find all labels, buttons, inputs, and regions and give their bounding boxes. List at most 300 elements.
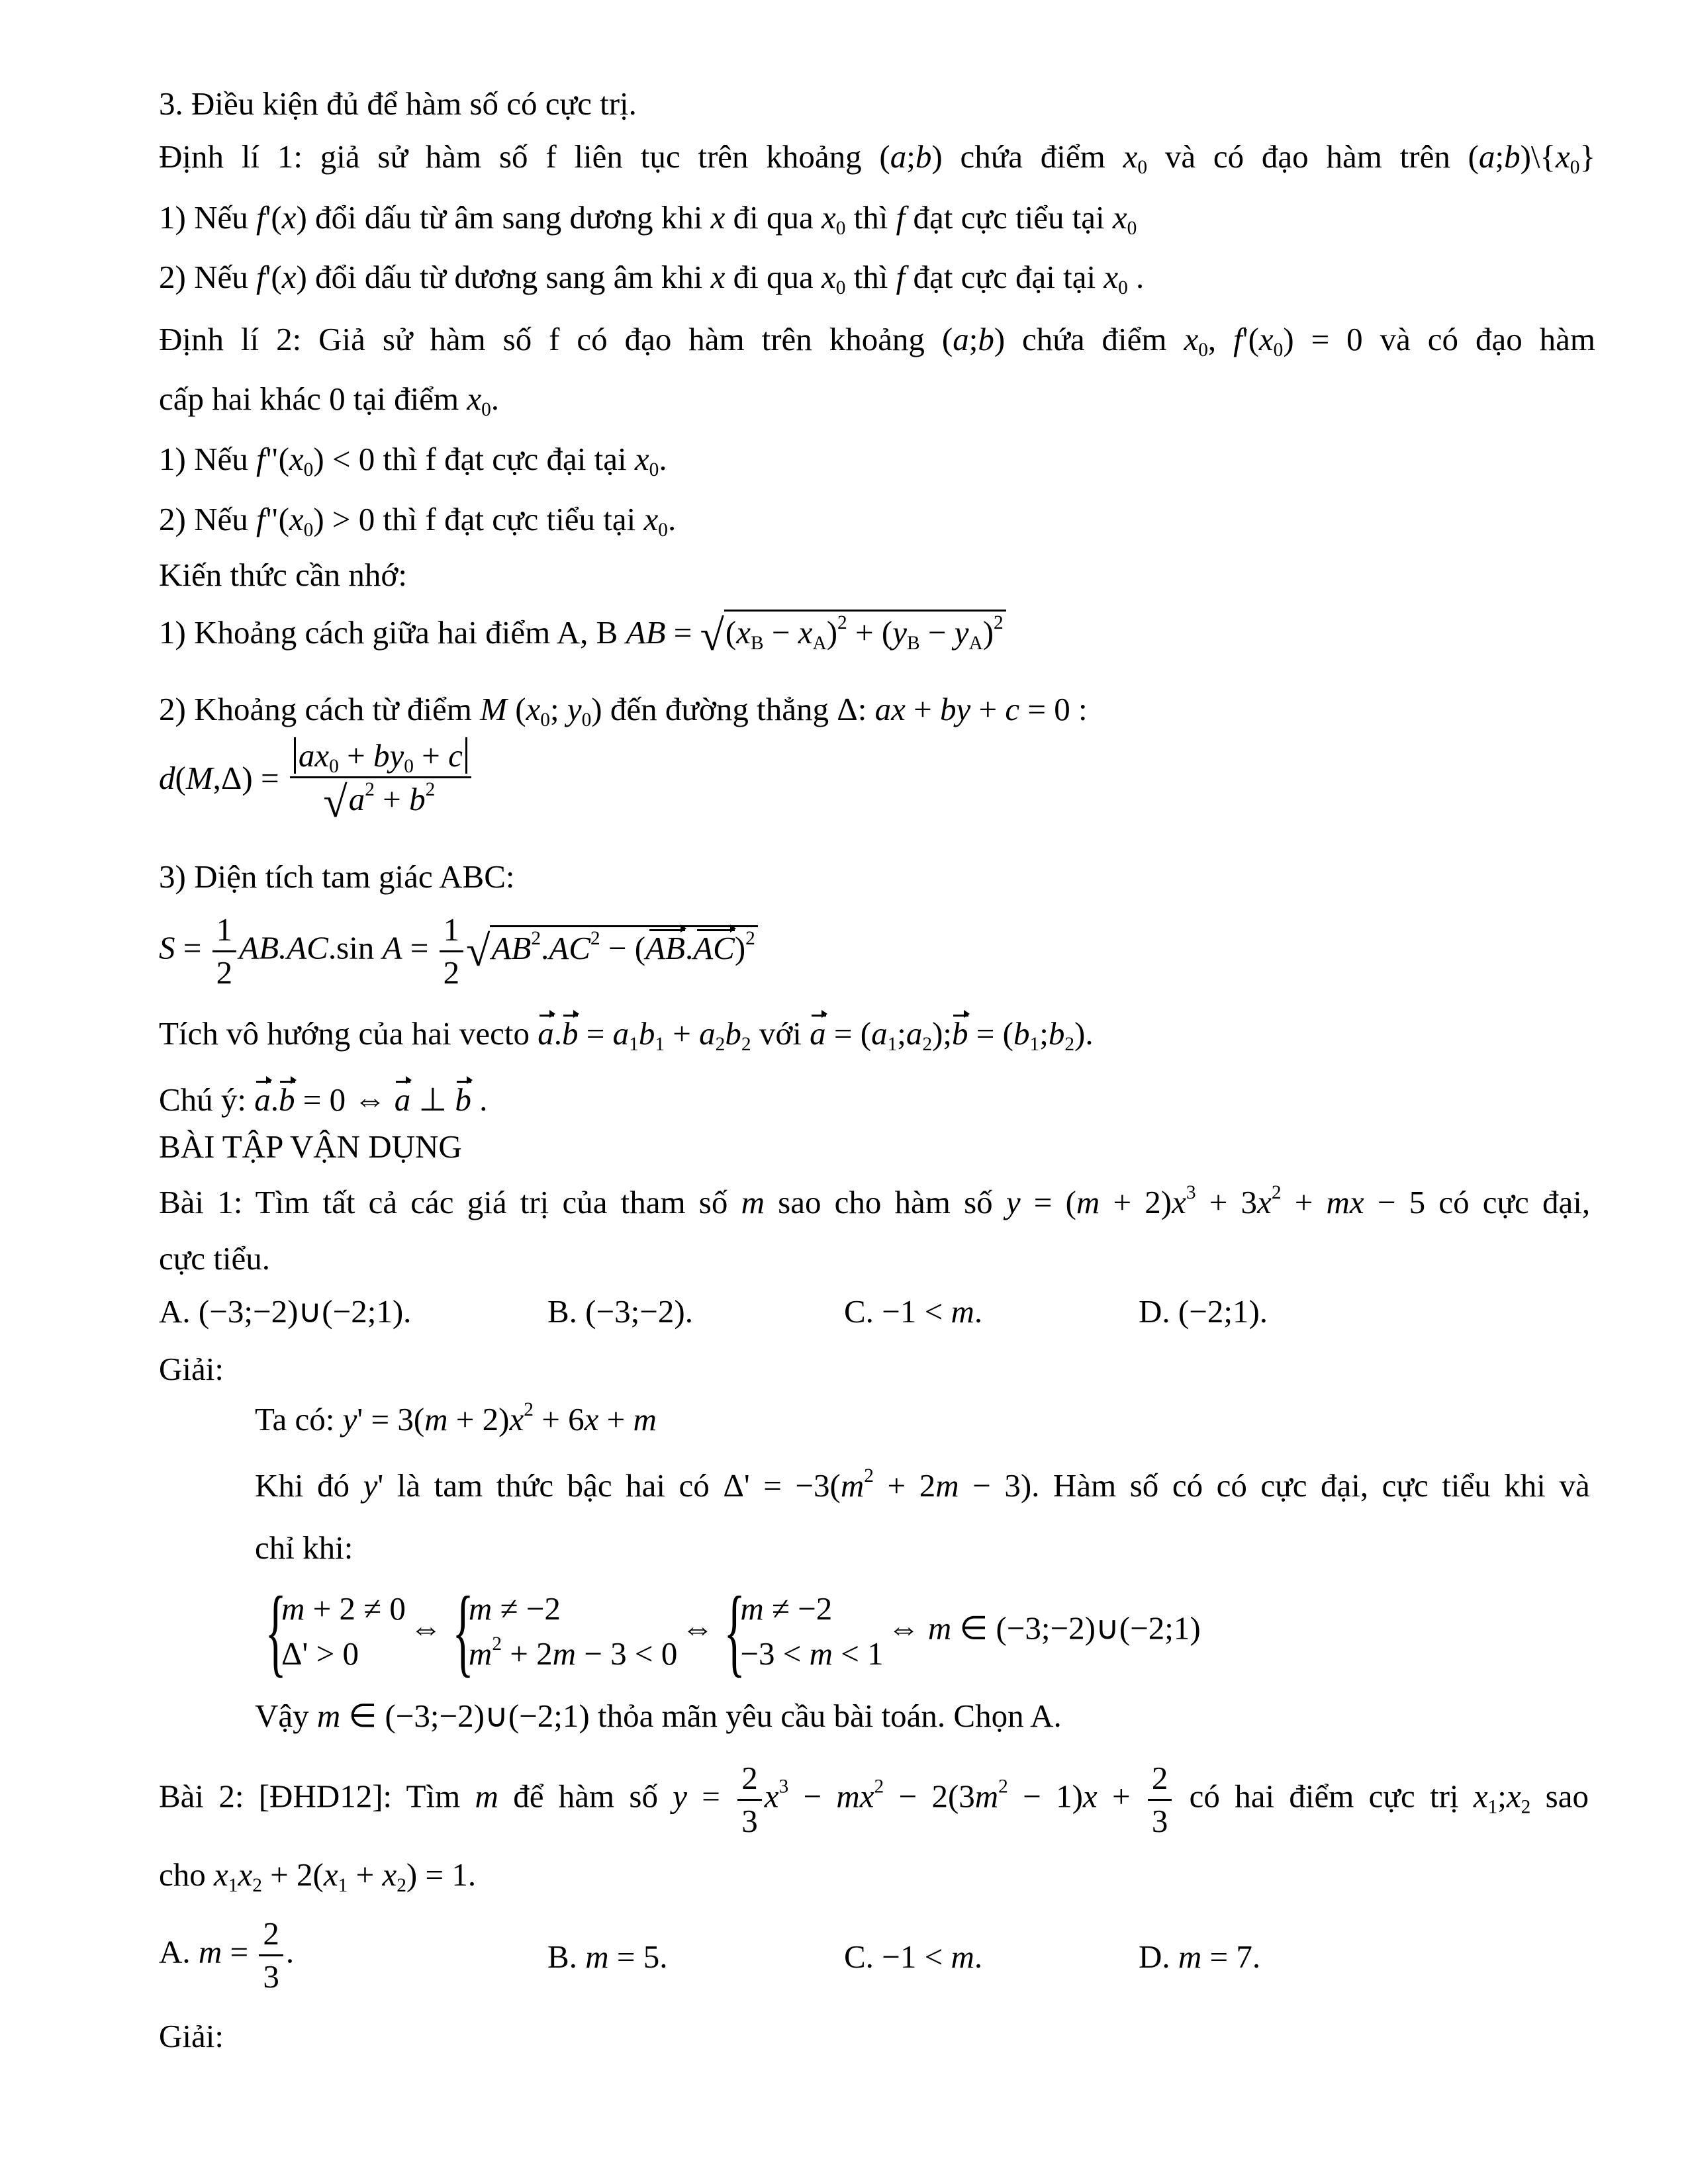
- text-run: 2: [741, 1760, 758, 1796]
- text-run: ) < 0 thì f đạt cực đại tại: [313, 441, 635, 477]
- subscript: 0: [303, 459, 314, 480]
- math-variable: x: [798, 614, 813, 651]
- text-run: ): [826, 614, 838, 651]
- math-variable: x: [710, 199, 726, 236]
- text-run: .sin: [328, 929, 383, 966]
- fraction: [259, 1916, 283, 1995]
- bai-1-solution-label: [159, 1351, 224, 1387]
- text-run: }: [1579, 138, 1595, 175]
- subscript: 1: [338, 1874, 348, 1896]
- math-variable: f: [896, 199, 906, 236]
- math-variable: f: [256, 501, 265, 537]
- text-run: "(: [265, 441, 289, 477]
- text-run: − 5 có cực đại,: [1364, 1184, 1591, 1220]
- text-run: ∈ (−3;−2)∪(−2;1) thỏa mãn yêu cầu bài toán. Chọn A.: [340, 1698, 1062, 1734]
- text-run: .: [491, 381, 500, 417]
- text-run: (: [175, 759, 186, 796]
- math-variable: m: [475, 1778, 498, 1815]
- text-run: Δ' > 0: [281, 1635, 359, 1672]
- text-run: ,Δ) =: [212, 759, 287, 796]
- math-variable: x: [1258, 321, 1274, 357]
- math-variable: m: [552, 1635, 577, 1672]
- subscript: 0: [1118, 277, 1128, 298]
- text-run: .: [684, 929, 694, 966]
- theorem-1-case-2: [159, 259, 1145, 298]
- math-variable: x: [1556, 138, 1570, 175]
- math-variable: a: [612, 1015, 630, 1052]
- math-variable: ax: [298, 737, 330, 774]
- math-variable: x: [382, 1856, 397, 1893]
- math-variable: m: [633, 1401, 657, 1437]
- text-run: ⇔: [681, 1610, 714, 1647]
- text-run: +: [374, 780, 410, 817]
- radical-sign: √: [700, 612, 724, 660]
- denominator: [290, 778, 471, 825]
- math-variable: c: [1005, 691, 1020, 727]
- subscript: 2: [1521, 1796, 1531, 1818]
- superscript: 2: [524, 1398, 534, 1420]
- text-run: để hàm số: [498, 1778, 673, 1815]
- text-run: 3) Diện tích tam giác ABC:: [159, 858, 515, 895]
- radical-sign: √: [323, 778, 348, 827]
- math-variable: mx: [1326, 1184, 1364, 1220]
- subscript: 2: [741, 1033, 751, 1055]
- text-run: D. (−2;1).: [1139, 1293, 1268, 1330]
- math-variable: y: [342, 1401, 357, 1437]
- text-run: .: [974, 1938, 983, 1975]
- text-run: sao: [1530, 1778, 1589, 1815]
- system-row: [281, 1636, 406, 1672]
- superscript: 2: [874, 1776, 884, 1797]
- text-run: cho: [159, 1856, 214, 1893]
- subscript: 2: [715, 1033, 726, 1055]
- subscript: 0: [540, 709, 550, 731]
- text-run: cực tiểu.: [159, 1240, 271, 1277]
- text-run: và có đạo hàm trên (: [1147, 138, 1479, 175]
- theorem-2-case-2: [159, 501, 677, 541]
- section-heading: [159, 86, 637, 122]
- text-run: '(: [1242, 321, 1259, 357]
- subscript: 1: [228, 1874, 238, 1896]
- text-run: −: [763, 614, 798, 651]
- text-run: .: [270, 1081, 279, 1118]
- theorem-2: [159, 321, 1595, 361]
- math-variable: x: [1506, 1778, 1521, 1815]
- numerator: [1148, 1760, 1172, 1801]
- text-run: B. (−3;−2).: [547, 1293, 693, 1330]
- bai-2-option-d: [1139, 1939, 1260, 1975]
- math-variable: A: [382, 929, 402, 966]
- bai-2-question-cont: [159, 1856, 477, 1896]
- fraction: [737, 1760, 762, 1839]
- math-variable: x: [736, 614, 751, 651]
- subscript: 0: [581, 709, 592, 731]
- text-run: = 0 :: [1019, 691, 1088, 727]
- text-run: Kiến thức cần nhớ:: [159, 557, 407, 593]
- bai-1-derivative: [255, 1398, 657, 1437]
- math-variable: f: [256, 199, 265, 236]
- bai-2-question: [159, 1760, 1589, 1839]
- text-run: 2: [1151, 1760, 1168, 1796]
- text-run: = (: [825, 1015, 872, 1052]
- text-run: ;: [968, 321, 978, 357]
- math-variable: x: [509, 1401, 524, 1437]
- text-run: +: [1281, 1184, 1327, 1220]
- fraction: [1148, 1760, 1172, 1839]
- equation-system: [446, 1582, 677, 1681]
- math-variable: x: [710, 259, 726, 295]
- text-run: +: [1097, 1778, 1145, 1815]
- subscript: 0: [658, 519, 668, 541]
- math-variable: b: [638, 1015, 655, 1052]
- text-run: ;: [1497, 1778, 1507, 1815]
- subscript: B: [906, 632, 920, 654]
- subscript: 1: [655, 1033, 665, 1055]
- math-variable: y: [567, 691, 582, 727]
- absolute-value: [294, 737, 467, 777]
- math-variable: x: [467, 381, 482, 417]
- theorem-1: [159, 138, 1595, 178]
- superscript: 3: [778, 1776, 789, 1797]
- subscript: 0: [303, 519, 314, 541]
- denominator: [737, 1801, 762, 1839]
- text-run: + 2: [502, 1635, 553, 1672]
- text-run: ) = 1.: [406, 1856, 477, 1893]
- text-run: chỉ khi:: [255, 1529, 353, 1566]
- text-run: 1) Khoảng cách giữa hai điểm A, B: [159, 614, 626, 651]
- text-run: = (: [1020, 1184, 1076, 1220]
- fraction: [440, 912, 464, 991]
- math-variable: M: [185, 759, 213, 796]
- text-run: =: [402, 929, 437, 966]
- text-run: − 1): [1008, 1778, 1083, 1815]
- math-variable: x: [526, 691, 541, 727]
- subscript: 0: [835, 217, 846, 239]
- math-variable: x: [821, 259, 836, 295]
- math-variable: y: [673, 1778, 687, 1815]
- subscript: 1: [1487, 1796, 1498, 1818]
- text-run: "(: [265, 501, 289, 537]
- math-variable: x: [1082, 1778, 1098, 1815]
- radicand: [724, 610, 1006, 654]
- math-variable: m: [741, 1184, 765, 1220]
- bai-2-option-c: [844, 1939, 982, 1975]
- subscript: 0: [649, 459, 659, 480]
- math-variable: x: [643, 501, 659, 537]
- math-variable: d: [159, 759, 175, 796]
- text-run: = 0 ⇔: [295, 1081, 395, 1118]
- math-variable: x: [1257, 1184, 1272, 1220]
- math-variable: AB.AC: [239, 929, 328, 966]
- text-run: ).: [1074, 1015, 1094, 1052]
- text-run: ) > 0 thì f đạt cực tiểu tại: [313, 501, 644, 537]
- text-run: sao cho hàm số: [764, 1184, 1006, 1220]
- text-run: + 2: [873, 1467, 936, 1504]
- math-variable: m: [468, 1590, 492, 1627]
- math-variable: m: [809, 1635, 833, 1672]
- text-run: +: [338, 737, 373, 774]
- subscript: 0: [1570, 156, 1580, 178]
- subscript: 0: [481, 398, 491, 420]
- text-run: +: [598, 1401, 633, 1437]
- bai-1-system: [255, 1582, 1201, 1681]
- subscript: B: [750, 632, 764, 654]
- text-run: .: [285, 1933, 295, 1970]
- bai-1-conclusion: [255, 1698, 1062, 1734]
- text-run: + 2 ≠ 0: [305, 1590, 406, 1627]
- text-run: đi qua: [725, 199, 821, 236]
- text-run: + 2(: [261, 1856, 324, 1893]
- math-variable: b: [978, 321, 994, 357]
- math-variable: f: [896, 259, 906, 295]
- text-run: =: [687, 1778, 735, 1815]
- subscript: 0: [1137, 156, 1148, 178]
- text-run: + 2): [447, 1401, 510, 1437]
- text-run: 3: [263, 1958, 279, 1995]
- math-variable: a: [871, 1015, 888, 1052]
- text-run: = 7.: [1201, 1938, 1261, 1975]
- text-run: 1: [443, 911, 460, 948]
- text-run: ∈ (−3;−2)∪(−2;1): [951, 1610, 1201, 1647]
- math-variable: y: [892, 614, 907, 651]
- distance-point-line: [159, 691, 1088, 731]
- math-variable: m: [840, 1467, 865, 1504]
- theorem-2-cont: [159, 381, 500, 420]
- superscript: 2: [994, 612, 1004, 634]
- text-run: +: [970, 691, 1006, 727]
- numerator: [290, 738, 471, 778]
- text-run: thì: [845, 199, 896, 236]
- math-variable: b: [1013, 1015, 1030, 1052]
- square-root: [466, 927, 758, 976]
- text-run: 3. Điều kiện đủ để hàm số có cực trị.: [159, 85, 637, 122]
- bai-2-option-a: [159, 1916, 294, 1995]
- text-run: − 3 < 0: [576, 1635, 678, 1672]
- subscript: 0: [835, 277, 846, 298]
- denominator: [259, 1956, 283, 1995]
- text-run: B.: [547, 1938, 586, 1975]
- text-run: Bài 2: [ĐHD12]: Tìm: [159, 1778, 475, 1815]
- text-run: 2) Nếu: [159, 501, 256, 537]
- math-variable: a: [890, 138, 907, 175]
- text-run: Ta có:: [255, 1401, 343, 1437]
- vector: AB: [645, 929, 685, 966]
- text-run: ⊥: [410, 1081, 455, 1118]
- text-run: BÀI TẬP VẬN DỤNG: [159, 1128, 462, 1165]
- fraction: [212, 912, 237, 991]
- superscript: 2: [864, 1465, 874, 1486]
- bai-1-question-cont: [159, 1241, 270, 1277]
- text-run: ⇔: [409, 1610, 442, 1647]
- math-variable: x: [281, 199, 297, 236]
- dot-product-note: [159, 1082, 487, 1118]
- text-run: (: [506, 691, 526, 727]
- math-variable: m: [424, 1401, 448, 1437]
- bai-1-option-c: [844, 1294, 982, 1330]
- text-run: 2) Khoảng cách từ điểm: [159, 691, 481, 727]
- math-variable: x: [323, 1856, 338, 1893]
- vector: a: [538, 1015, 554, 1052]
- math-variable: x: [281, 259, 297, 295]
- text-run: .: [1127, 259, 1145, 295]
- text-run: 2) Nếu: [159, 259, 256, 295]
- math-variable: x: [1172, 1184, 1186, 1220]
- numerator: [737, 1760, 762, 1801]
- text-run: =: [578, 1015, 613, 1052]
- math-variable: m: [468, 1635, 492, 1672]
- text-run: ) đổi dấu từ âm sang dương khi: [296, 199, 711, 236]
- theorem-2-case-1: [159, 441, 667, 480]
- text-run: .: [541, 929, 549, 966]
- superscript: 3: [1186, 1181, 1196, 1203]
- text-run: thì: [845, 259, 896, 295]
- text-run: − 3). Hàm số có có cực đại, cực tiểu khi và: [959, 1467, 1590, 1504]
- text-run: ) = 0 và có đạo hàm: [1283, 321, 1595, 357]
- text-run: ;: [549, 691, 567, 727]
- text-run: C. −1 <: [844, 1293, 951, 1330]
- subscript: 1: [1029, 1033, 1040, 1055]
- fraction: [290, 738, 471, 825]
- superscript: 2: [745, 927, 755, 949]
- distance-two-points: [159, 614, 1006, 658]
- math-variable: x: [1123, 138, 1138, 175]
- math-variable: x: [764, 1778, 779, 1815]
- math-variable: m: [951, 1293, 974, 1330]
- math-variable: m: [316, 1698, 341, 1734]
- left-brace: {: [265, 1582, 287, 1681]
- text-run: ;: [1495, 138, 1505, 175]
- subscript: 0: [1273, 339, 1284, 361]
- math-variable: a: [348, 780, 365, 817]
- square-root: [323, 778, 438, 827]
- bai-1-option-b: [547, 1294, 693, 1330]
- triangle-area-heading: [159, 859, 515, 895]
- text-run: ' là tam thức bậc hai có Δ' = −3(: [377, 1467, 841, 1504]
- math-variable: x: [634, 441, 649, 477]
- text-run: ,: [1207, 321, 1234, 357]
- text-run: ≠ −2: [763, 1590, 833, 1627]
- text-run: 3: [1151, 1802, 1168, 1839]
- subscript: 2: [922, 1033, 933, 1055]
- subscript: 2: [397, 1874, 406, 1896]
- math-variable: a: [906, 1015, 923, 1052]
- vector: AC: [693, 929, 735, 966]
- superscript: 2: [425, 778, 436, 800]
- bai-1-option-a: [159, 1294, 411, 1330]
- numerator: [440, 912, 464, 952]
- text-run: ' = 3(: [357, 1401, 425, 1437]
- superscript: 2: [492, 1633, 502, 1655]
- system-row: [740, 1636, 883, 1672]
- triangle-area-formula: [159, 912, 758, 991]
- bai-2-option-b: [547, 1939, 667, 1975]
- text-run: C. −1 <: [844, 1938, 951, 1975]
- text-run: =: [222, 1933, 257, 1970]
- text-run: ) đổi dấu từ dương sang âm khi: [296, 259, 711, 295]
- math-variable: x: [821, 199, 836, 236]
- text-run: Tích vô hướng của hai vecto: [159, 1015, 538, 1052]
- subscript: 0: [1198, 339, 1208, 361]
- math-variable: x: [1473, 1778, 1488, 1815]
- text-run: ): [982, 614, 994, 651]
- superscript: 2: [590, 927, 600, 949]
- math-variable: x: [238, 1856, 253, 1893]
- math-variable: f: [256, 441, 265, 477]
- text-run: 1) Nếu: [159, 199, 256, 236]
- math-variable: M: [480, 691, 507, 727]
- text-run: Vậy: [255, 1698, 317, 1734]
- text-run: Chú ý:: [159, 1081, 255, 1118]
- text-run: A. (−3;−2)∪(−2;1).: [159, 1293, 412, 1330]
- system-row: [281, 1591, 406, 1627]
- subscript: A: [968, 632, 983, 654]
- math-variable: b: [915, 138, 932, 175]
- vector: b: [279, 1081, 295, 1118]
- math-variable: m: [198, 1933, 222, 1970]
- vector: b: [952, 1015, 968, 1052]
- text-run: +: [413, 737, 449, 774]
- superscript: 2: [531, 927, 541, 949]
- vector: a: [254, 1081, 271, 1118]
- text-run: ≠ −2: [492, 1590, 561, 1627]
- text-run: D.: [1139, 1938, 1178, 1975]
- text-run: + 3: [1196, 1184, 1258, 1220]
- math-variable: y: [954, 614, 969, 651]
- vector: b: [561, 1015, 579, 1052]
- math-variable: f: [1233, 321, 1243, 357]
- denominator: [212, 952, 237, 991]
- text-run: 2: [263, 1915, 279, 1952]
- text-run: A.: [159, 1933, 199, 1970]
- math-variable: y: [363, 1467, 378, 1504]
- distance-formula: [159, 738, 474, 825]
- superscript: 2: [837, 612, 847, 634]
- equation-system: [259, 1582, 406, 1681]
- math-variable: S: [159, 929, 175, 966]
- superscript: 2: [1271, 1181, 1282, 1203]
- subscript: 1: [629, 1033, 639, 1055]
- text-run: '(: [265, 259, 282, 295]
- text-run: + (: [847, 614, 893, 651]
- system-row: [740, 1591, 883, 1627]
- text-run: 2: [443, 954, 460, 991]
- text-run: .: [974, 1293, 983, 1330]
- text-run: Định lí 1: giả sử hàm số f liên tục trên khoảng (: [159, 138, 890, 175]
- math-variable: x: [1112, 199, 1127, 236]
- math-variable: y: [1006, 1184, 1021, 1220]
- text-run: −: [919, 614, 955, 651]
- text-run: + 6: [533, 1401, 585, 1437]
- system-row: [468, 1633, 678, 1672]
- bai-1-question: [159, 1181, 1591, 1220]
- text-run: Bài 1: Tìm tất cả các giá trị của tham số: [159, 1184, 741, 1220]
- subscript: A: [812, 632, 827, 654]
- reminder-heading: [159, 557, 407, 593]
- text-run: );: [932, 1015, 953, 1052]
- text-run: +: [665, 1015, 700, 1052]
- math-variable: m: [951, 1938, 974, 1975]
- text-run: < 1: [833, 1635, 884, 1672]
- left-brace: {: [452, 1582, 474, 1681]
- math-variable: c: [448, 737, 463, 774]
- vector: b: [455, 1081, 471, 1118]
- math-variable: ax: [874, 691, 906, 727]
- text-run: cấp hai khác 0 tại điểm: [159, 381, 467, 417]
- text-run: Giải:: [159, 1351, 224, 1387]
- text-run: đạt cực đại tại: [905, 259, 1104, 295]
- math-variable: AB: [491, 929, 532, 966]
- text-run: −3 <: [740, 1635, 810, 1672]
